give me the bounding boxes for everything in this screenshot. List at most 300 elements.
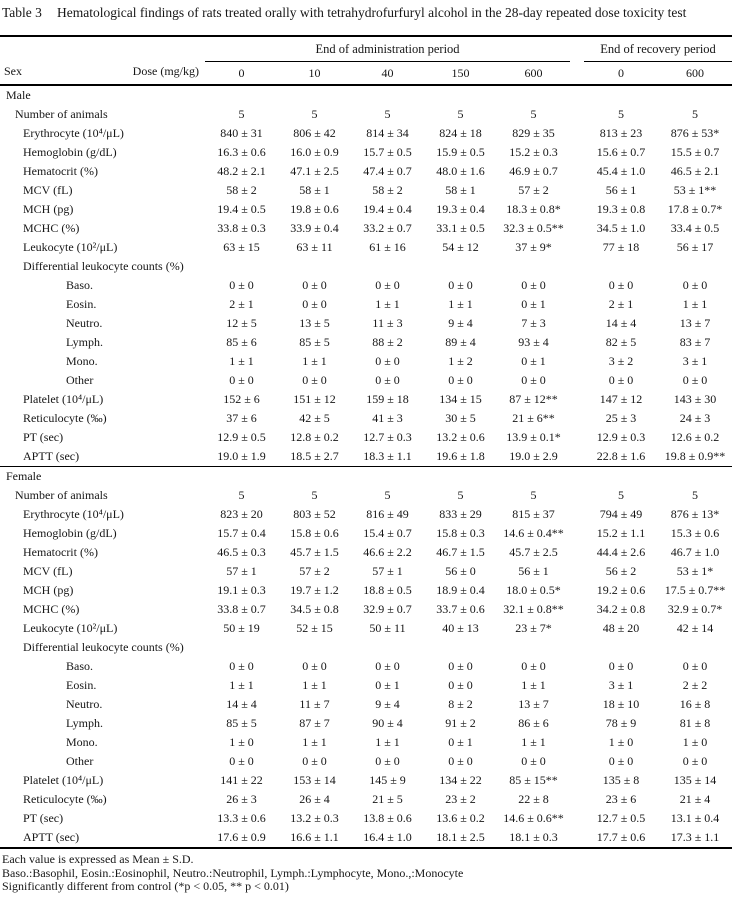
row-label: Baso.	[66, 659, 93, 673]
table-row	[0, 638, 732, 657]
value-cell: 1 ± 0	[229, 735, 254, 749]
value-cell: 5	[311, 488, 318, 502]
value-cell: 13.3 ± 0.6	[217, 811, 266, 825]
row-label: Other	[66, 373, 94, 387]
value-cell: 23 ± 7*	[515, 621, 552, 635]
value-cell: 26 ± 4	[299, 792, 330, 806]
row-label: Lymph.	[66, 716, 104, 730]
value-cell: 23 ± 2	[445, 792, 476, 806]
value-cell: 0 ± 0	[682, 659, 708, 673]
value-cell: 46.7 ± 1.5	[436, 545, 485, 559]
value-cell: 7 ± 3	[521, 316, 546, 330]
row-label: Leukocyte (10²/μL)	[23, 621, 118, 635]
value-cell: 15.3 ± 0.6	[670, 526, 720, 540]
value-cell: 1 ± 1	[375, 297, 400, 311]
value-cell: 14.6 ± 0.4**	[503, 526, 564, 540]
row-label: Hemoglobin (g/dL)	[23, 145, 117, 159]
value-cell: 18 ± 10	[602, 697, 640, 711]
value-cell: 18.3 ± 1.1	[363, 449, 412, 463]
value-cell: 56 ± 1	[605, 183, 637, 197]
value-cell: 19.1 ± 0.3	[217, 583, 266, 597]
value-cell: 15.2 ± 0.3	[509, 145, 558, 159]
column-spacer	[570, 771, 584, 790]
value-cell: 876 ± 53*	[670, 126, 720, 140]
column-spacer	[570, 543, 584, 562]
row-label: Neutro.	[66, 316, 103, 330]
value-cell: 0 ± 0	[375, 354, 400, 368]
row-label: Reticulocyte (‰)	[23, 792, 107, 806]
value-cell: 0 ± 0	[682, 373, 708, 387]
value-cell: 1 ± 1	[521, 678, 546, 692]
column-spacer	[570, 714, 584, 733]
value-cell: 23 ± 6	[605, 792, 637, 806]
table-row	[0, 524, 732, 543]
value-cell: 14.6 ± 0.6**	[503, 811, 564, 825]
value-cell: 0 ± 1	[448, 735, 473, 749]
column-spacer	[570, 105, 584, 124]
row-label: PT (sec)	[23, 811, 64, 825]
column-spacer	[570, 657, 584, 676]
value-cell: 34.5 ± 1.0	[596, 221, 646, 235]
value-cell: 0 ± 0	[448, 678, 473, 692]
value-cell: 17.6 ± 0.9	[217, 830, 266, 844]
value-cell: 2 ± 1	[229, 297, 254, 311]
value-cell: 0 ± 0	[302, 659, 327, 673]
value-cell: 12.7 ± 0.3	[363, 430, 412, 444]
column-spacer	[570, 276, 584, 295]
value-cell: 46.6 ± 2.2	[363, 545, 412, 559]
table-row	[0, 124, 732, 143]
value-cell: 0 ± 0	[302, 278, 327, 292]
value-cell: 19.4 ± 0.5	[217, 202, 266, 216]
value-cell: 0 ± 0	[448, 278, 473, 292]
table-row	[0, 600, 732, 619]
value-cell: 18.1 ± 0.3	[509, 830, 558, 844]
value-cell: 45.4 ± 1.0	[596, 164, 646, 178]
value-cell: 135 ± 8	[602, 773, 640, 787]
value-cell: 47.1 ± 2.5	[290, 164, 339, 178]
value-cell: 32.3 ± 0.5**	[503, 221, 564, 235]
value-cell: 16.0 ± 0.9	[290, 145, 339, 159]
table-row	[0, 657, 732, 676]
value-cell: 33.4 ± 0.5	[670, 221, 720, 235]
value-cell: 1 ± 1	[302, 354, 327, 368]
value-cell: 57 ± 1	[226, 564, 257, 578]
value-cell: 840 ± 31	[220, 126, 263, 140]
column-spacer	[570, 390, 584, 409]
column-spacer	[570, 333, 584, 352]
value-cell: 16.4 ± 1.0	[363, 830, 412, 844]
value-cell: 0 ± 0	[448, 659, 473, 673]
value-cell: 0 ± 0	[375, 659, 400, 673]
value-cell: 22 ± 8	[518, 792, 549, 806]
table-row	[0, 771, 732, 790]
row-label: MCH (pg)	[23, 202, 74, 216]
table-body	[0, 85, 732, 848]
value-cell: 44.4 ± 2.6	[596, 545, 646, 559]
value-cell: 47.4 ± 0.7	[363, 164, 412, 178]
value-cell: 0 ± 0	[375, 754, 400, 768]
value-cell: 816 ± 49	[366, 507, 409, 521]
value-cell: 824 ± 18	[439, 126, 482, 140]
table-row	[0, 200, 732, 219]
value-cell: 34.2 ± 0.8	[596, 602, 646, 616]
value-cell: 42 ± 5	[299, 411, 330, 425]
value-cell: 16.3 ± 0.6	[217, 145, 266, 159]
value-cell: 33.1 ± 0.5	[436, 221, 485, 235]
value-cell: 88 ± 2	[372, 335, 403, 349]
value-cell: 15.9 ± 0.5	[436, 145, 485, 159]
value-cell: 143 ± 30	[673, 392, 717, 406]
value-cell: 58 ± 1	[445, 183, 476, 197]
value-cell: 3 ± 1	[682, 354, 708, 368]
value-cell: 5	[618, 107, 625, 121]
value-cell: 806 ± 42	[293, 126, 336, 140]
value-cell: 32.1 ± 0.8**	[503, 602, 564, 616]
value-cell: 16.6 ± 1.1	[290, 830, 339, 844]
value-cell: 145 ± 9	[369, 773, 406, 787]
value-cell: 0 ± 0	[302, 297, 327, 311]
value-cell: 0 ± 0	[302, 754, 327, 768]
value-cell: 17.3 ± 1.1	[670, 830, 720, 844]
value-cell: 12.6 ± 0.2	[670, 430, 720, 444]
value-cell: 11 ± 3	[372, 316, 403, 330]
value-cell: 5	[457, 488, 464, 502]
value-cell: 1 ± 1	[448, 297, 473, 311]
value-cell: 814 ± 34	[366, 126, 409, 140]
value-cell: 12.8 ± 0.2	[290, 430, 339, 444]
row-label: Mono.	[66, 735, 98, 749]
value-cell: 15.5 ± 0.7	[670, 145, 720, 159]
value-cell: 13.6 ± 0.2	[436, 811, 485, 825]
value-cell: 46.5 ± 0.3	[217, 545, 266, 559]
column-spacer	[570, 562, 584, 581]
table-row	[0, 505, 732, 524]
table-title	[0, 0, 732, 21]
value-cell: 1 ± 1	[302, 678, 327, 692]
value-cell: 5	[311, 107, 318, 121]
dose-column-header: 40	[351, 62, 424, 86]
table-row	[0, 714, 732, 733]
value-cell: 0 ± 0	[521, 754, 546, 768]
value-cell: 58 ± 1	[299, 183, 330, 197]
row-label: Platelet (10⁴/μL)	[23, 392, 104, 406]
column-spacer	[570, 162, 584, 181]
value-cell: 13.2 ± 0.6	[436, 430, 485, 444]
admin-period-header: End of administration period	[205, 36, 570, 62]
column-spacer	[570, 428, 584, 447]
value-cell: 15.2 ± 1.1	[596, 526, 646, 540]
value-cell: 32.9 ± 0.7	[363, 602, 412, 616]
row-label: Reticulocyte (‰)	[23, 411, 107, 425]
value-cell: 15.7 ± 0.5	[363, 145, 412, 159]
value-cell: 5	[530, 107, 537, 121]
value-cell: 86 ± 6	[518, 716, 549, 730]
row-label: Differential leukocyte counts (%)	[23, 640, 184, 654]
column-spacer	[570, 581, 584, 600]
row-label: Eosin.	[66, 678, 97, 692]
row-label: Other	[66, 754, 94, 768]
value-cell: 1 ± 1	[521, 735, 546, 749]
value-cell: 19.3 ± 0.8	[596, 202, 646, 216]
value-cell: 13.1 ± 0.4	[670, 811, 720, 825]
value-cell: 87 ± 12**	[509, 392, 558, 406]
value-cell: 91 ± 2	[445, 716, 476, 730]
column-spacer	[570, 524, 584, 543]
value-cell: 63 ± 11	[296, 240, 333, 254]
value-cell: 15.4 ± 0.7	[363, 526, 412, 540]
table-row	[0, 390, 732, 409]
value-cell: 5	[384, 488, 391, 502]
value-cell: 5	[457, 107, 464, 121]
table-row	[0, 333, 732, 352]
row-label: Number of animals	[15, 488, 108, 502]
column-spacer	[570, 695, 584, 714]
value-cell: 30 ± 5	[445, 411, 476, 425]
table-row	[0, 809, 732, 828]
table-row	[0, 295, 732, 314]
row-label: MCHC (%)	[23, 602, 80, 616]
value-cell: 45.7 ± 1.5	[290, 545, 339, 559]
value-cell: 12 ± 5	[226, 316, 257, 330]
column-spacer	[570, 371, 584, 390]
value-cell: 17.5 ± 0.7**	[664, 583, 726, 597]
value-cell: 135 ± 14	[673, 773, 717, 787]
value-cell: 33.8 ± 0.7	[217, 602, 266, 616]
value-cell: 147 ± 12	[599, 392, 643, 406]
value-cell: 829 ± 35	[512, 126, 555, 140]
value-cell: 34.5 ± 0.8	[290, 602, 339, 616]
value-cell: 58 ± 2	[226, 183, 257, 197]
value-cell: 77 ± 18	[602, 240, 640, 254]
column-spacer	[570, 409, 584, 428]
value-cell: 15.8 ± 0.6	[290, 526, 339, 540]
value-cell: 9 ± 4	[448, 316, 473, 330]
value-cell: 803 ± 52	[293, 507, 336, 521]
column-spacer	[570, 219, 584, 238]
value-cell: 0 ± 1	[521, 354, 546, 368]
table-row	[0, 409, 732, 428]
table-row	[0, 428, 732, 447]
value-cell: 5	[530, 488, 537, 502]
value-cell: 5	[692, 107, 699, 121]
value-cell: 19.4 ± 0.4	[363, 202, 412, 216]
table-row	[0, 790, 732, 809]
value-cell: 0 ± 0	[682, 278, 708, 292]
column-spacer	[570, 619, 584, 638]
column-spacer	[570, 200, 584, 219]
value-cell: 56 ± 17	[676, 240, 714, 254]
value-cell: 134 ± 22	[439, 773, 482, 787]
value-cell: 21 ± 5	[372, 792, 403, 806]
value-cell: 48.2 ± 2.1	[217, 164, 266, 178]
value-cell: 50 ± 19	[223, 621, 260, 635]
value-cell: 50 ± 11	[369, 621, 406, 635]
value-cell: 14 ± 4	[226, 697, 257, 711]
value-cell: 5	[618, 488, 625, 502]
value-cell: 25 ± 3	[605, 411, 637, 425]
value-cell: 48.0 ± 1.6	[436, 164, 485, 178]
value-cell: 0 ± 0	[375, 373, 400, 387]
column-spacer	[570, 36, 584, 62]
value-cell: 1 ± 1	[229, 354, 254, 368]
sex-header-label: Sex	[4, 64, 22, 79]
value-cell: 18.8 ± 0.5	[363, 583, 412, 597]
group-header-spacer	[0, 36, 205, 62]
dose-column-header: 0	[584, 62, 658, 86]
row-label: Hemoglobin (g/dL)	[23, 526, 117, 540]
row-label: MCH (pg)	[23, 583, 74, 597]
row-label: APTT (sec)	[23, 830, 80, 844]
column-spacer	[570, 486, 584, 505]
footnote-significance: Significantly different from control (*p < 0.05, ** p < 0.01)	[2, 879, 289, 893]
value-cell: 13.8 ± 0.6	[363, 811, 412, 825]
dose-column-header: 600	[658, 62, 732, 86]
value-cell: 13 ± 7	[518, 697, 549, 711]
value-cell: 33.7 ± 0.6	[436, 602, 485, 616]
value-cell: 37 ± 9*	[515, 240, 552, 254]
column-spacer	[570, 600, 584, 619]
value-cell: 46.9 ± 0.7	[509, 164, 558, 178]
value-cell: 54 ± 12	[442, 240, 479, 254]
empty-cell	[205, 257, 732, 276]
value-cell: 0 ± 0	[608, 278, 634, 292]
column-spacer	[570, 143, 584, 162]
value-cell: 0 ± 0	[608, 373, 634, 387]
hematology-table	[0, 35, 732, 849]
value-cell: 0 ± 0	[608, 659, 634, 673]
value-cell: 85 ± 5	[226, 716, 257, 730]
value-cell: 93 ± 4	[518, 335, 549, 349]
value-cell: 3 ± 1	[608, 678, 634, 692]
value-cell: 90 ± 4	[372, 716, 403, 730]
value-cell: 18.9 ± 0.4	[436, 583, 485, 597]
value-cell: 2 ± 2	[682, 678, 708, 692]
value-cell: 19.8 ± 0.6	[290, 202, 339, 216]
row-label: Erythrocyte (10⁴/μL)	[23, 507, 124, 521]
value-cell: 17.8 ± 0.7*	[667, 202, 723, 216]
footnote-mean-sd: Each value is expressed as Mean ± S.D.	[2, 852, 194, 866]
value-cell: 141 ± 22	[220, 773, 263, 787]
value-cell: 0 ± 0	[448, 754, 473, 768]
table-row	[0, 733, 732, 752]
value-cell: 33.9 ± 0.4	[290, 221, 339, 235]
table-row	[0, 619, 732, 638]
sex-label: Male	[6, 88, 31, 102]
value-cell: 85 ± 5	[299, 335, 330, 349]
value-cell: 5	[692, 488, 699, 502]
row-label: Hematocrit (%)	[23, 545, 98, 559]
value-cell: 18.5 ± 2.7	[290, 449, 339, 463]
value-cell: 9 ± 4	[375, 697, 400, 711]
value-cell: 0 ± 0	[448, 373, 473, 387]
value-cell: 46.5 ± 2.1	[670, 164, 720, 178]
row-label: MCV (fL)	[23, 564, 73, 578]
value-cell: 0 ± 0	[521, 278, 546, 292]
column-spacer	[570, 352, 584, 371]
footnotes	[0, 849, 732, 894]
value-cell: 14 ± 4	[605, 316, 637, 330]
dose-header-row	[0, 62, 732, 86]
value-cell: 18.1 ± 2.5	[436, 830, 485, 844]
row-label: MCHC (%)	[23, 221, 80, 235]
value-cell: 19.2 ± 0.6	[596, 583, 646, 597]
value-cell: 11 ± 7	[299, 697, 330, 711]
value-cell: 61 ± 16	[369, 240, 406, 254]
value-cell: 33.2 ± 0.7	[363, 221, 412, 235]
value-cell: 1 ± 0	[608, 735, 634, 749]
row-label: Differential leukocyte counts (%)	[23, 259, 184, 273]
value-cell: 45.7 ± 2.5	[509, 545, 558, 559]
value-cell: 0 ± 0	[682, 754, 708, 768]
value-cell: 58 ± 2	[372, 183, 403, 197]
value-cell: 19.8 ± 0.9**	[664, 449, 726, 463]
table-row	[0, 162, 732, 181]
row-label: Leukocyte (10²/μL)	[23, 240, 118, 254]
value-cell: 0 ± 0	[229, 278, 254, 292]
value-cell: 3 ± 2	[608, 354, 634, 368]
value-cell: 1 ± 2	[448, 354, 473, 368]
value-cell: 15.8 ± 0.3	[436, 526, 485, 540]
table-number: Table 3	[2, 5, 42, 20]
value-cell: 159 ± 18	[366, 392, 409, 406]
table-row	[0, 143, 732, 162]
value-cell: 48 ± 20	[602, 621, 640, 635]
table-row	[0, 543, 732, 562]
table-row	[0, 695, 732, 714]
value-cell: 46.7 ± 1.0	[670, 545, 720, 559]
value-cell: 56 ± 1	[518, 564, 549, 578]
table-row	[0, 676, 732, 695]
row-label: Number of animals	[15, 107, 108, 121]
value-cell: 56 ± 0	[445, 564, 476, 578]
value-cell: 1 ± 1	[229, 678, 254, 692]
row-label: Lymph.	[66, 335, 104, 349]
column-spacer	[570, 124, 584, 143]
table-row	[0, 276, 732, 295]
value-cell: 56 ± 2	[605, 564, 637, 578]
value-cell: 13.2 ± 0.3	[290, 811, 339, 825]
table-row	[0, 181, 732, 200]
row-label: Platelet (10⁴/μL)	[23, 773, 104, 787]
table-row	[0, 238, 732, 257]
value-cell: 152 ± 6	[223, 392, 260, 406]
table-row	[0, 257, 732, 276]
value-cell: 19.7 ± 1.2	[290, 583, 339, 597]
row-label: Baso.	[66, 278, 93, 292]
table-row	[0, 828, 732, 848]
value-cell: 42 ± 14	[676, 621, 714, 635]
value-cell: 151 ± 12	[293, 392, 336, 406]
value-cell: 13 ± 7	[679, 316, 711, 330]
table-row	[0, 314, 732, 333]
value-cell: 833 ± 29	[439, 507, 482, 521]
value-cell: 22.8 ± 1.6	[596, 449, 646, 463]
column-spacer	[570, 676, 584, 695]
value-cell: 2 ± 1	[608, 297, 634, 311]
table-row	[0, 105, 732, 124]
value-cell: 0 ± 0	[229, 754, 254, 768]
row-label: APTT (sec)	[23, 449, 80, 463]
value-cell: 0 ± 0	[375, 278, 400, 292]
value-cell: 0 ± 0	[608, 754, 634, 768]
dose-column-header: 0	[205, 62, 278, 86]
value-cell: 57 ± 2	[299, 564, 330, 578]
value-cell: 13.9 ± 0.1*	[506, 430, 561, 444]
value-cell: 81 ± 8	[679, 716, 711, 730]
value-cell: 57 ± 1	[372, 564, 403, 578]
row-label: Neutro.	[66, 697, 103, 711]
